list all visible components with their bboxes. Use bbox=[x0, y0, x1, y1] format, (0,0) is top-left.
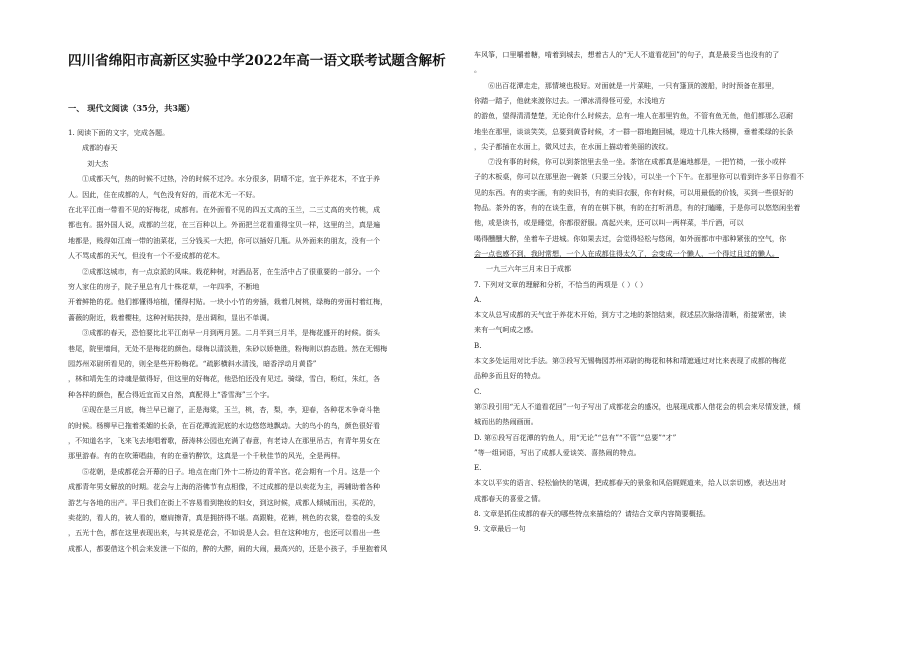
text-line: ⑤花朝，是成都花会开幕的日子。地点在南门外十二桥边的青羊宫。花会期有一个月。这是一个 bbox=[82, 466, 380, 476]
text-line: 刘大杰 bbox=[87, 158, 109, 168]
page-title: 四川省绵阳市高新区实验中学2022年高一语文联考试题含解析 bbox=[68, 53, 446, 69]
text-line: 你踏一踏子，他就来渡你过去。一潭冰清得怪可爱，水浅地方 bbox=[474, 95, 666, 105]
text-line: B. bbox=[474, 340, 482, 350]
text-line: 游艺与各地的出产。平日我们在街上不容易看到艳妆的妇女，到这时候，成都人倾城而出，买花的， bbox=[68, 497, 381, 507]
text-line: 城而出的热闹画面。 bbox=[474, 417, 538, 427]
text-line: 蔷薇的附近，栽着樱桂，这种衬贴扶持，是出调和，显出不单调。 bbox=[68, 312, 274, 322]
text-line: ，尖子都插在水面上，微风过去，在水面上描动着美丽的波纹。 bbox=[474, 141, 673, 151]
text-line: ①成都天气，热的时候不过热，冷的时候不过冷。水分很多，阴晴不定，宜于养花木，不宜于养 bbox=[82, 174, 380, 184]
text-line: 人。因此，住在成都的人，气色没有好的，而花木无一不好。 bbox=[68, 189, 260, 199]
text-line: 车风筝，口里嚼着糖，啃着到城去，想着古人的“无人不道看花回”的句子，真是最妥当也没有的了 bbox=[474, 50, 780, 59]
text-line: 本文多处运用对比手法。第③段写无锡梅园苏州邓尉的梅花和林和靖遮通过对比来表现了成都的梅花 bbox=[474, 356, 787, 365]
text-line: ，不知道名字，飞来飞去地唱着歌，薛涛林公园也充满了春意，有老诗人在那里吊古，有青年男女在 bbox=[68, 436, 381, 445]
text-line: ⑥出百花潭走走，那情境也极好。对面就是一片菜畦，一只有篷顶的渡船，时时预备在那里， bbox=[488, 80, 779, 90]
text-line: 一九三六年三月末日于成都 bbox=[486, 264, 572, 274]
section-heading: 一、 现代文阅读（35分，共3题） bbox=[68, 103, 195, 113]
text-line: D. 第⑥段写百花潭的钓鱼人，用“无论”“总有”“不管”“总要”“才” bbox=[474, 432, 677, 442]
text-line: 的时候。杨柳早已拖着柔媚的长条，在百花潭流泥底的水边悠悠地飘动。大的鸟小的鸟，颜色很好看 bbox=[68, 420, 381, 430]
text-line: 的游鱼，望得清清楚楚，无论你什么时候去，总有一堆人在那里钓鱼，不管有鱼无鱼，他们都那么忍耐 bbox=[474, 111, 794, 121]
text-line: 那里游春。有的在吹箫唱曲，有的在垂钓醉饮，这真是一个千秋佳节的风光，全是两样。 bbox=[68, 451, 345, 461]
text-line: 开着鲜艳的花。他们都懂得培植，懂得村贴。一块小小竹的旁插，栽着几树桃，绿梅的旁面村着红梅， bbox=[68, 297, 388, 307]
text-line: 见的东西。有的卖字画，有的卖旧书，有的卖旧衣服，你有时候，可以用最低的价钱，买到一些很好的 bbox=[474, 187, 794, 197]
text-line: 成都的春天 bbox=[82, 143, 118, 153]
text-line: 1. 阅读下面的文字，完成各题。 bbox=[68, 128, 170, 137]
text-line: 本文从总写成都的天气宜于养花木开始，到方寸之地的茶馆结束，叙述层次脉络清晰，衔接紧密，读 bbox=[474, 310, 787, 320]
text-line: ”等一组词语，写出了成都人爱谈笑、喜热闹的特点。 bbox=[474, 447, 641, 457]
text-line: 地坐在那里，谈谈笑笑，总要到黄昏时候，才一群一群地跑回城，堤边十几株大杨柳，垂着柔绿的长条 bbox=[474, 126, 794, 136]
text-line: 巷尾，院里墙间，无处不是梅花的颜色。绿梅以清淡胜，朱砂以娇艳胜，粉梅则以韵态胜。然在无锡梅 bbox=[68, 343, 388, 353]
text-line: ，五光十色，都在这里表现出来，与其说是花会，不如说是人会。但在这种地方，也还可以看出一些 bbox=[68, 528, 381, 538]
text-line: E. bbox=[474, 463, 482, 473]
text-line: 会一点也感不到，我时常想，一个人在成都住得太久了，会变成一个懒人，一个得过且过的懒人。 bbox=[474, 248, 780, 258]
text-line: 来有一气呵成之感。 bbox=[474, 325, 538, 335]
text-line: 成都春天的喜爱之情。 bbox=[474, 493, 545, 503]
text-line: 。 bbox=[474, 65, 482, 75]
text-line: 第⑤段引用“无人不道看花回”一句子写出了成都花会的盛况，也展现成都人借花会的机会来尽情发泄，倾 bbox=[474, 401, 801, 411]
text-line: 都也有。据外国人说，成都的兰花，在三百种以上。外面把兰花看重得宝贝一样，这里的兰，真是遍 bbox=[68, 220, 381, 230]
text-line: ，林和靖先生的诗魂是做得好，但这里的好梅花，他恐怕还没有见过。骑绿，雪白，粉红，朱红，各 bbox=[68, 374, 381, 384]
text-line: ③成都的春天，恐怕要比北平江南早一月到两月罢。二月半到三月半，是梅花盛开的时候。街头 bbox=[82, 328, 380, 338]
text-line: 成都人，都要借这个机会来发泄一下似的，醉的大醉，闹的大闹，最高兴的，还是小孩子，手里抱着风 bbox=[68, 543, 388, 553]
text-line: 8. 文章是抓住成都的春天的哪些特点来描绘的？请结合文章内容简要概括。 bbox=[474, 509, 711, 518]
text-line: ⑦没有事的时候，你可以到茶馆里去坐一坐。茶馆在成都真是遍地都是，一把竹椅，一张小或样 bbox=[488, 157, 786, 167]
text-line: 卖花的，看人的，被人看的，磨肩擦背，真是拥挤得不堪。高跟鞋，花裤，桃色的衣裳，卷卷的头发 bbox=[68, 513, 381, 522]
text-line: ④现在是三月底，梅兰早已谢了，正是海棠，玉兰，桃，杏，梨，李，迎春，各种花木争奇斗艳 bbox=[82, 405, 380, 415]
text-line: 地都是，贱得如江南一带的油菜花，三分钱买一大把，你可以插好几瓶。从外面来的朋友，没有一个 bbox=[68, 235, 381, 245]
text-line: C. bbox=[474, 386, 482, 396]
text-line: 喝得醺醺大醉，坐着车子进城。你如果去过，会觉得轻松与悠闲，如外面都市中那种紧张的空气，你 bbox=[474, 233, 787, 243]
text-line: 7. 下列对文章的理解和分析，不恰当的两项是（ ）（ ） bbox=[474, 279, 648, 289]
text-line: A. bbox=[474, 294, 482, 304]
text-line: 9. 文章最后一句 bbox=[474, 524, 526, 534]
text-line: 子的木板桌，你可以在那里泡一碗茶（只要三分钱），可以坐一个下午。在那里你可以看到许多平日你看不 bbox=[474, 172, 804, 182]
text-line: 穷人家住的房子，院子里总有几十株花草，一年四季，不断地 bbox=[68, 282, 260, 291]
text-line: 成都青年男女解放的时期。花会与上海的浴佛节有点相像，不过成都的是以卖花为主，再辅助着各种 bbox=[68, 482, 381, 492]
text-line: 种各样的颜色，配合得近宜而又自然，真配得上“香雪海”三个字。 bbox=[68, 389, 274, 399]
text-line: 人不骂成都的天气，但没有一个不爱成都的花木。 bbox=[68, 251, 225, 261]
text-line: 本文以平实的语言、轻松愉快的笔调，把成都春天的景象和风俗娓娓道来，给人以亲切感，表达出对 bbox=[474, 478, 787, 488]
text-line: 园苏州邓尉所看见的，则全是些开粉梅花。“疏影横斜水清浅，暗香浮动月黄昏” bbox=[68, 359, 317, 368]
text-line: 品种多而且好的特点。 bbox=[474, 371, 545, 381]
text-line: 在北平江南一带看不见的好梅花，成都有。在外面看不见的四五丈高的玉兰，二三丈高的夹竹桃，成 bbox=[68, 205, 381, 214]
text-line: 他，或是读书，或是睡觉，你都很舒服。高起兴来，还可以叫一两样菜，半斤酒，可以 bbox=[474, 218, 744, 228]
text-line: 物品。茶外的客，有的在谈生意，有的在棋下棋，有的在打听消息，有的打瞌睡，于是你可以悠悠闲坐着 bbox=[474, 203, 801, 212]
text-line: ②成都这城市，有一点京派的风味。栽花种树，对酒品茗，在生活中占了很重要的一部分。一个 bbox=[82, 266, 380, 276]
